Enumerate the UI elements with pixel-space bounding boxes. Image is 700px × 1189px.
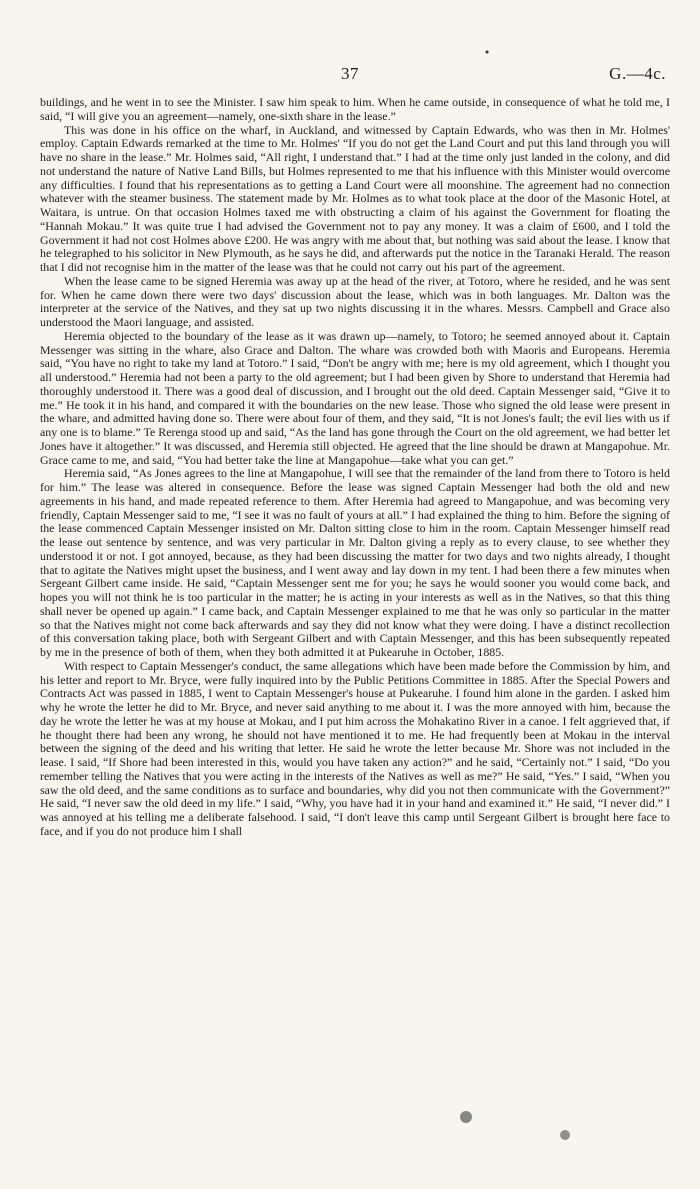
page-reference: G.—4c. [609,64,666,83]
paragraph: Heremia said, “As Jones agrees to the line at Mangapohue, I will see that the remainder of the land from there to Totoro is held for him.” The lease was altered in consequence. Before the lease was signed Captain Messenger had both the old and new agreements in his hand, and made repeated reference to them. After Heremia had agreed to Mangapohue, and was becoming very friendly, Captain Messenger said to me, “I see it was no fault of yours at all.” I had explained the thing to him. Before the signing of the lease commenced Captain Messenger insisted on Mr. Dalton sitting close to him in the room. Captain Messenger himself read the lease out sentence by sentence, and was very particular in Mr. Dalton giving a reply as to every clause, to see whether they understood it or not. I got annoyed, because, as they had been discussing the matter for two days and two nights already, I thought that to agitate the Natives might upset the business, and I went away and lay down in my tent. I had been there a few minutes when Sergeant Gilbert came inside. He said, “Captain Messenger sent me for you; he says he would sooner you would come back, and hopes you will not think he is too particular in the matter; he is acting in your interests as well as in the Natives, so that this thing shall never be opened up again.” I came back, and Captain Messenger explained to me that he was only so particular in the matter so that the Natives might not come back afterwards and say they did not know what they were doing. I have a distinct recollection of this conversation taking place, both with Sergeant Gilbert and with Captain Messenger, and this has been subsequently repeated by me in the presence of both of them, when they both admitted it at Pukearuhe in October, 1885. [40,466,670,659]
ink-blot [560,1130,570,1140]
page-number: 37 [341,64,359,83]
paragraph: buildings, and he went in to see the Minister. I saw him speak to him. When he came outside, in consequence of what he told me, I said, “I will give you an agreement—namely, one-sixth share in the lease.” [40,95,670,123]
paragraph: This was done in his office on the wharf, in Auckland, and witnessed by Captain Edwards, who was then in Mr. Holmes' employ. Captain Edwards remarked at the time to Mr. Holmes' “If you do not get the Land Court and put this land through you will have no share in the lease.” Mr. Holmes said, “All right, I understand that.” I had at the time only just landed in the colony, and did not understand the nature of Native Land Bills, but Holmes represented to me that his influence with this Minister would overcome any difficulties. I found that his representations as to getting a Land Court were all moonshine. The agreement had no connection whatever with the steamer business. The statement made by Mr. Holmes as to what took place at the door of the Masonic Hotel, at Waitara, is untrue. On that occasion Holmes taxed me with obstructing a claim of his against the Government for floating the “Hannah Mokau.” It was quite true I had advised the Government not to pay any money. It was a claim of £600, and I told the Government it had not cost Holmes above £200. He was angry with me about that, but nothing was said about the lease. I know that he telegraphed to his solicitor in New Plymouth, as he says he did, and afterwards put the notice in the Taranaki Herald. The reason that I did not recognise him in the matter of the lease was that he could not carry out his part of the agreement. [40,122,670,274]
speck-mark [485,50,488,53]
ink-blot [460,1111,472,1123]
document-body [40,96,670,839]
paragraph: Heremia objected to the boundary of the lease as it was drawn up—namely, to Totoro; he seemed annoyed about it. Captain Messenger was sitting in the whare, also Grace and Dalton. The whare was crowded both with Maoris and Europeans. Heremia said, “You have no right to take my land at Totoro.” I said, “Don't be angry with me; here is my old agreement, which I thought you all understood.” Heremia had not been a party to the old agreement; but I had been given by Shore to understand that Heremia had thoroughly understood it. There was a good deal of discussion, and I brought out the old deed. Captain Messenger said, “Give it to me.” He took it in his hand, and compared it with the boundaries on the new lease. Those who signed the old lease were present in the whare, and admitted having done so. There were about four of them, and they said, “It is not Jones's fault; the evil lies with us if any one is to blame.” Te Rerenga stood up and said, “As the land has gone through the Court on the old agreement, we had better let Jones have it altogether.” It was discussed, and Heremia still objected. He agreed that the line should be drawn at Mangapohue. Mr. Grace came to me, and said, “You had better take the line at Mangapohue—take what you can get.” [40,328,670,467]
paragraph: When the lease came to be signed Heremia was away up at the head of the river, at Totoro, where he resided, and he was sent for. When he came down there were two days' discussion about the lease, which was in both languages. Mr. Dalton was the interpreter at the service of the Natives, and they sat up two nights discussing it in the whares. Messrs. Campbell and Grace also understood the Maori language, and assisted. [40,273,670,329]
paragraph: With respect to Captain Messenger's conduct, the same allegations which have been made before the Commission by him, and his letter and report to Mr. Bryce, were fully inquired into by the Public Petitions Committee in 1885. After the Special Powers and Contracts Act was passed in 1885, I went to Captain Messenger's house at Pukearuhe. I found him alone in the garden. I asked him why he wrote the letter he did to Mr. Bryce, and never said anything to me about it. I was the more annoyed with him, because the day he wrote the letter he was at my house at Mokau, and I put him across the Mohakatino River in a canoe. I felt aggrieved that, if he thought there had been any wrong, he should not have mentioned it to me. He had frequently been at Mokau in the interval between the signing of the deed and his writing that letter. He said he wrote the letter because Mr. Shore was not included in the lease. I said, “If Shore had been interested in this, would you have taken any action?” and he said, “Certainly not.” I said, “Do you remember telling the Natives that you were acting in the interests of the Natives as well as me?” He said, “Yes.” I said, “When you saw the old deed, and the same conditions as to surface and boundaries, why did you not then communicate with the Government?” He said, “I never saw the old deed in my life.” I said, “Why, you have had it in your hand and examined it.” He said, “I never did.” I was annoyed at his telling me a deliberate falsehood. I said, “I don't leave this camp until Sergeant Gilbert is brought here face to face, and if you do not produce him I shall [40,658,670,838]
